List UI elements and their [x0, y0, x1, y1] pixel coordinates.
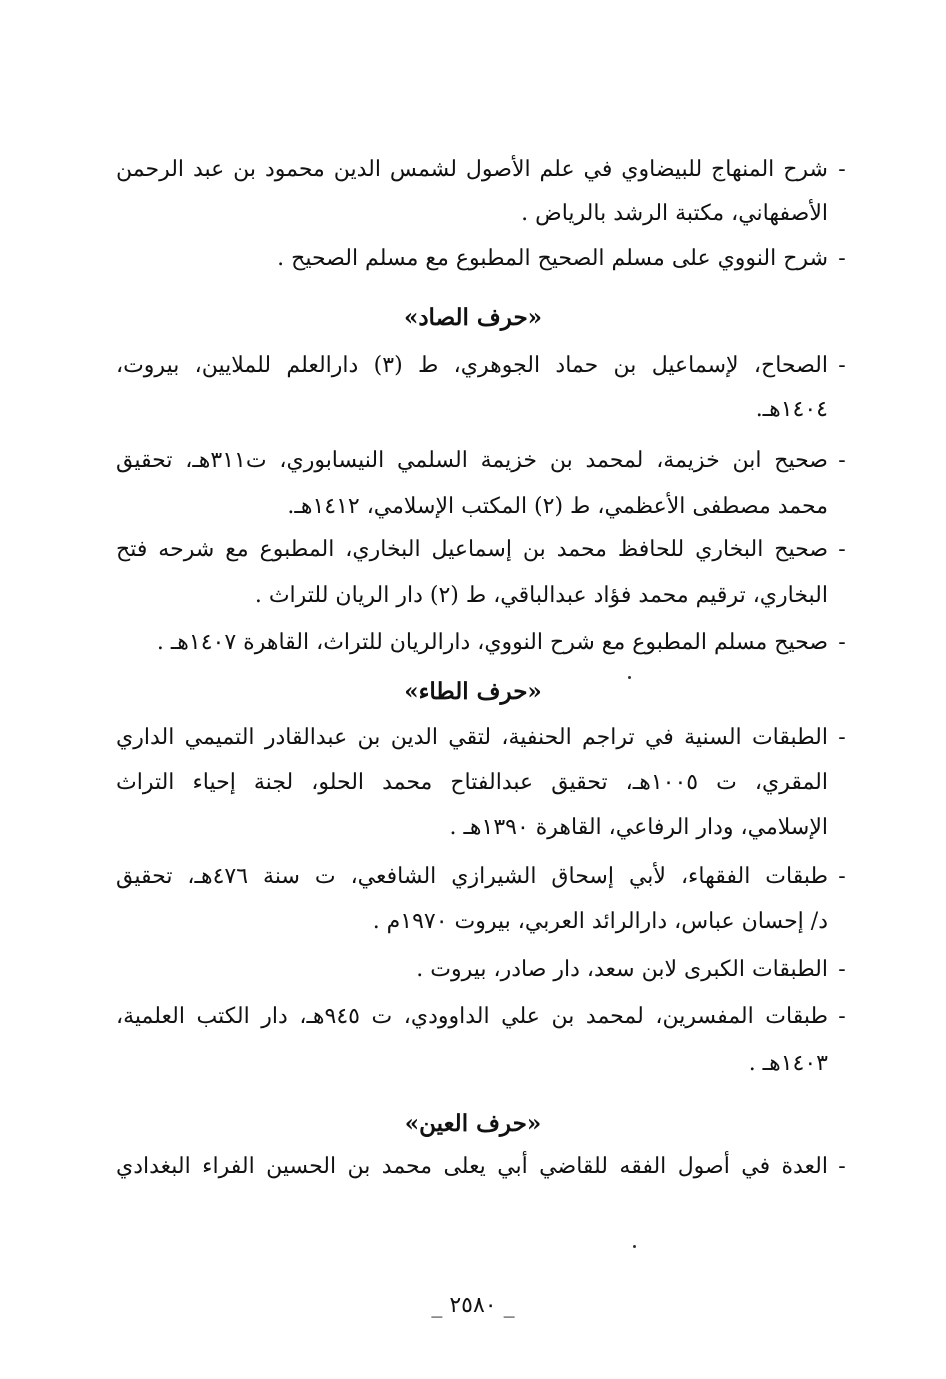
scan-speck	[633, 1245, 636, 1248]
entry-line: المقري، ت ١٠٠٥هـ، تحقيق عبدالفتاح محمد الحلو، لجنة إحياء التراث	[116, 770, 828, 795]
entry-bullet: -	[838, 864, 846, 889]
entry-line: الطبقات الكبرى لابن سعد، دار صادر، بيروت .	[416, 957, 828, 982]
entry-line: محمد مصطفى الأعظمي، ط (٢) المكتب الإسلامي، ١٤١٢هـ.	[287, 494, 828, 519]
entry-bullet: -	[838, 1154, 846, 1179]
entry-bullet: -	[838, 246, 846, 271]
entry-line: الصحاح، لإسماعيل بن حماد الجوهري، ط (٣) دارالعلم للملايين، بيروت،	[116, 353, 828, 378]
entry-bullet: -	[838, 1004, 846, 1029]
page-number: _ ٢٥٨٠ _	[431, 1293, 515, 1318]
entry-line: شرح المنهاج للبيضاوي في علم الأصول لشمس الدين محمود بن عبد الرحمن	[116, 157, 828, 182]
entry-line: ١٤٠٣هـ .	[748, 1051, 828, 1076]
entry-bullet: -	[838, 353, 846, 378]
entry-bullet: -	[838, 537, 846, 562]
entry-bullet: -	[838, 157, 846, 182]
entry-line: صحيح ابن خزيمة، لمحمد بن خزيمة السلمي النيسابوري، ت٣١١هـ، تحقيق	[116, 448, 828, 473]
entry-line: صحيح مسلم المطبوع مع شرح النووي، دارالريان للتراث، القاهرة ١٤٠٧هـ .	[156, 630, 828, 655]
section-heading-sad: «حرف الصاد»	[403, 304, 543, 331]
section-heading-ain: «حرف العين»	[404, 1110, 542, 1137]
entry-bullet: -	[838, 448, 846, 473]
entry-line: طبقات المفسرين، لمحمد بن علي الداوودي، ت ٩٤٥هـ، دار الكتب العلمية،	[116, 1004, 828, 1029]
entry-line: طبقات الفقهاء، لأبي إسحاق الشيرازي الشافعي، ت سنة ٤٧٦هـ، تحقيق	[116, 864, 828, 889]
entry-line: العدة في أصول الفقه للقاضي أبي يعلى محمد بن الحسين الفراء البغدادي	[116, 1154, 828, 1179]
entry-line: د/ إحسان عباس، دارالرائد العربي، بيروت ١٩٧٠م .	[372, 909, 828, 934]
entry-line: شرح النووي على مسلم الصحيح المطبوع مع مسلم الصحيح .	[277, 246, 828, 271]
entry-bullet: -	[838, 957, 846, 982]
entry-line: ١٤٠٤هـ.	[755, 397, 828, 422]
entry-line: الأصفهاني، مكتبة الرشد بالرياض .	[521, 201, 828, 226]
entry-line: الطبقات السنية في تراجم الحنفية، لتقي الدين بن عبدالقادر التميمي الداري	[116, 725, 828, 750]
scan-speck	[628, 676, 631, 679]
entry-bullet: -	[838, 630, 846, 655]
section-heading-ta: «حرف الطاء»	[404, 678, 542, 705]
entry-bullet: -	[838, 725, 846, 750]
entry-line: الإسلامي، ودار الرفاعي، القاهرة ١٣٩٠هـ .	[449, 815, 828, 840]
entry-line: البخاري، ترقيم محمد فؤاد عبدالباقي، ط (٢) دار الريان للتراث .	[254, 583, 828, 608]
entry-line: صحيح البخاري للحافظ محمد بن إسماعيل البخاري، المطبوع مع شرحه فتح	[116, 537, 828, 562]
